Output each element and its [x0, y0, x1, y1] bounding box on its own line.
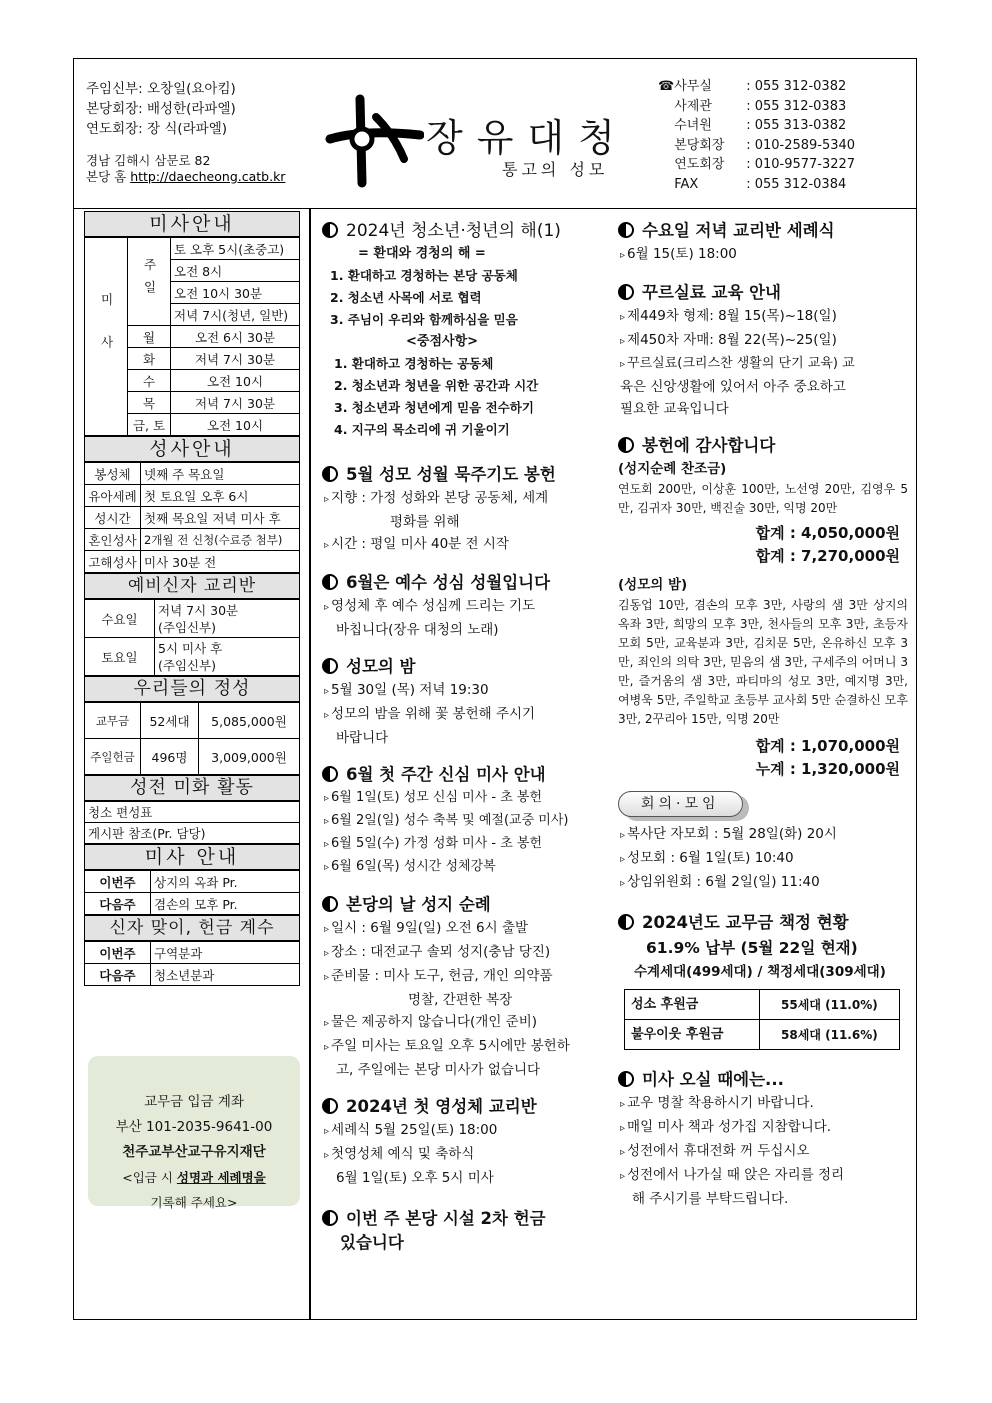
- list-item: ▹ 복사단 자모회 : 5월 28일(화) 20시: [620, 826, 837, 842]
- list-item: ▹ 성모의 밤을 위해 꽃 봉헌해 주시기: [324, 706, 536, 722]
- contact-row: 수녀원 : 055 313-0382: [674, 118, 847, 134]
- list-item: ▹ 성전에서 나가실 때 앉은 자리를 정리: [620, 1167, 845, 1183]
- offering-table: 교무금 52세대 5,085,000원 주일헌금 496명 3,009,000원: [84, 702, 300, 775]
- section-heading: 봉헌에 감사합니다: [618, 434, 908, 458]
- bulletin-header: [74, 59, 916, 209]
- half-circle-icon: [322, 1210, 338, 1226]
- table-row: 불우이웃 후원금 58세대 (11.6%): [625, 1020, 900, 1050]
- donation-list: 김동업 10만, 겸손의 모후 3만, 사랑의 샘 3만 상지의 옥좌 3만, 희망의 모후 3만, 천사들의 모후 3만, 초등자모회 5만, 교육분과 3만, 김치문 5만, 온유하신 모후 3만, 죄인의 의탁 3만, 믿음의 샘 3만, 구세주의 어머니 3만, 즐거움의 샘 3만, 파티마의 성모 3만, 예지명 3만, 여병욱 5만, 주일학교 초등부 교사회 5만 순결하신 모후 3만, 2꾸리아 15만, 익명 20만: [618, 598, 908, 726]
- mass-guide-table: 이번주 상지의 옥좌 Pr. 다음주 겸손의 모후 Pr.: [84, 870, 300, 915]
- donation-sum: 합계 : 1,070,000원: [755, 737, 900, 755]
- list-item: ▹ 5월 30일 (목) 저녁 19:30: [324, 682, 489, 698]
- half-circle-icon: [618, 284, 634, 300]
- donation-cumulative: 누계 : 1,320,000원: [755, 760, 900, 778]
- section-heading: 성모의 밤: [322, 655, 617, 679]
- contact-row: ☎ 사무실 : 055 312-0382: [658, 77, 855, 97]
- main-column-2: 수요일 저녁 교리반 세례식 ▹ 6월 15(토) 18:00 꾸르실료 교육 안내 ▹ 제449차 형제: 8월 15(목)~18(일) ▹ 제450차 자매: 8월 22(목)~25(일) ▹ 꾸르실료(크리스찬 생활의 단기 교육) 교 육은 신앙생활에 있어서 아주 중요하고 필요한 교육입니다 봉헌에 감사합니다 (성지순례 찬조금) 연도회 200만, 이상훈 100만, 노선영 20만, 김영우 5만, 김귀자 30만, 백진술 30만, 익명 20만 합계 : 4,050,000원 합계 : 7,270,000원 (성모의 밤) 김동업 10만, 겸손의 모후 3만, 사랑의 샘 3만 상지의 옥좌 3만, 희망의 모후 3만, 천사들의 모후 3만, 초등자모회 5만, 교육분과 3만, 김치문 5만, 온유하신 모후 3만, 죄인의 의탁 3만, 믿음의 샘 3만, 구세주의 어머니 3만, 즐거움의 샘 3만, 파티마의 성모 3만, 예지명 3만, 여병욱 5만, 주일학교 초등부 교사회 5만 순결하신 모후 3만, 2꾸리아 15만, 익명 20만 합계 : 1,070,000원 누계 : 1,320,000원 회의·모임 ▹ 복사단 자모회 : 5월 28일(화) 20시 ▹ 성모회 : 6월 1일(토) 10:40 ▹ 상임위원회 : 6월 2일(일) 11:40 2024년도 교무금 책정 현황 61.9% 납부 (5월 22일 현재) 수계세대(499세대) / 책정세대(309세대) 성소 후원금 55세대 (11.0%) 불우이웃 후원금 58세대 (11.6%) 미사 오실 때에는... ▹ 교우 명찰 착용하시기 바랍니다. ▹ 매일 미사 책과 성가집 지참합니다. ▹ 성전에서 휴대전화 꺼 두십시오 ▹ 성전에서 나가실 때 앉은 자리를 정리 해 주시기를 부탁드립니다.: [618, 221, 908, 1207]
- half-circle-icon: [322, 1098, 338, 1114]
- mass-schedule-title: 미사안내: [84, 211, 300, 237]
- list-item: ▹ 일시 : 6월 9일(일) 오전 6시 출발: [324, 920, 529, 936]
- church-name: 장유대청: [426, 116, 629, 160]
- bulletin-page: [73, 58, 917, 1320]
- address: 경남 김해시 삼문로 82: [86, 153, 211, 168]
- list-item: ▹ 6월 1일(토) 성모 신심 미사 - 초 봉헌: [324, 790, 543, 805]
- mass-schedule-table: 미사 주일 토 오후 5시(초중고) 오전 8시 오전 10시 30분 저녁 7시(청년, 일반) 월 오전 6시 30분 화 저녁 7시 30분 수 오전 10시 목 저녁 7시 30분 금, 토 오전 10시: [84, 237, 300, 436]
- welcome-title: 신자 맞이, 헌금 계수: [84, 915, 300, 941]
- donation-list: 연도회 200만, 이상훈 100만, 노선영 20만, 김영우 5만, 김귀자 30만, 백진술 30만, 익명 20만: [618, 482, 908, 515]
- donation-sum: 합계 : 4,050,000원: [755, 524, 900, 542]
- half-circle-icon: [322, 222, 338, 238]
- list-item: ▹ 첫영성체 예식 및 축하식: [324, 1146, 475, 1162]
- account-note: <입금 시 성명과 세례명을: [122, 1170, 266, 1185]
- section-heading: 본당의 날 성지 순례: [322, 893, 617, 917]
- list-item: ▹ 6월 15(토) 18:00: [620, 246, 737, 262]
- half-circle-icon: [322, 574, 338, 590]
- parish-president-line: 본당회장: 배성한(라파엘): [86, 101, 236, 117]
- section-heading: 미사 오실 때에는...: [618, 1068, 908, 1092]
- section-heading: 6월 첫 주간 신심 미사 안내: [322, 763, 617, 787]
- half-circle-icon: [322, 896, 338, 912]
- catechumen-table: 수요일 저녁 7시 30분 (주임신부) 토요일 5시 미사 후 (주임신부): [84, 599, 300, 676]
- half-circle-icon: [322, 766, 338, 782]
- list-item: ▹ 준비물 : 미사 도구, 헌금, 개인 의약품: [324, 968, 553, 984]
- account-number: 부산 101-2035-9641-00: [115, 1119, 273, 1135]
- list-item: ▹ 교우 명찰 착용하시기 바랍니다.: [620, 1095, 814, 1111]
- list-item: ▹ 제449차 형제: 8월 15(목)~18(일): [620, 308, 837, 324]
- column-divider: [309, 209, 311, 1319]
- section-heading: 5월 성모 성월 묵주기도 봉헌: [322, 463, 617, 487]
- left-sidebar: [84, 211, 300, 986]
- list-item: ▹ 영성체 후 예수 성심께 드리는 기도: [324, 598, 536, 614]
- donation-subtitle: (성모의 밤): [618, 577, 688, 593]
- clergy-info: [86, 79, 285, 185]
- half-circle-icon: [618, 437, 634, 453]
- contact-row: 본당회장 : 010-2589-5340: [674, 137, 856, 153]
- list-item: ▹ 6월 5일(수) 가정 성화 미사 - 초 봉헌: [324, 836, 543, 851]
- account-holder: 천주교부산교구유지재단: [122, 1144, 266, 1160]
- table-row: 성소 후원금 55세대 (11.0%): [625, 990, 900, 1020]
- address-block: [86, 153, 285, 185]
- list-item: ▹ 지향 : 가정 성화와 본당 공동체, 세계: [324, 490, 549, 506]
- sacrament-title: 성사안내: [84, 436, 300, 462]
- sunday-label: 주일: [128, 238, 171, 326]
- beautify-title: 성전 미화 활동: [84, 775, 300, 801]
- list-item: ▹ 상임위원회 : 6월 2일(일) 11:40: [620, 874, 820, 890]
- mass-guide-title: 미사 안내: [84, 844, 300, 870]
- list-item: ▹ 세례식 5월 25일(토) 18:00: [324, 1122, 498, 1138]
- homepage-label: 본당 홈: [86, 169, 127, 184]
- section-heading: 2024년 첫 영성체 교리반: [322, 1095, 617, 1119]
- homepage-link[interactable]: http://daecheong.catb.kr: [130, 169, 286, 184]
- list-item: ▹ 꾸르실료(크리스찬 생활의 단기 교육) 교: [620, 356, 855, 371]
- section-heading: 이번 주 본당 시설 2차 헌금: [322, 1207, 617, 1231]
- offering-title: 우리들의 정성: [84, 676, 300, 702]
- contact-row: 연도회장 : 010-9577-3227: [674, 157, 856, 173]
- list-item: ▹ 6월 2일(일) 성수 축복 및 예절(교중 미사): [324, 813, 569, 828]
- list-item: ▹ 장소 : 대전교구 솔뫼 성지(충남 당진): [324, 944, 551, 960]
- meetings-pill: 회의·모임: [618, 791, 743, 817]
- yeondo-president-line: 연도회장: 장 식(라파엘): [86, 121, 228, 137]
- account-note-2: 기록해 주세요>: [150, 1195, 238, 1210]
- list-item: ▹ 주일 미사는 토요일 오후 5시에만 봉헌하: [324, 1038, 570, 1054]
- cross-logo-icon: [324, 89, 424, 189]
- list-item: ▹ 성전에서 휴대전화 꺼 두십시오: [620, 1143, 810, 1159]
- list-item: ▹ 제450차 자매: 8월 22(목)~25(일): [620, 332, 837, 348]
- account-title: 교무금 입금 계좌: [144, 1094, 244, 1110]
- list-item: ▹ 성모회 : 6월 1일(토) 10:40: [620, 850, 794, 866]
- half-circle-icon: [322, 658, 338, 674]
- donation-total: 합계 : 7,270,000원: [755, 547, 900, 565]
- contact-row: FAX : 055 312-0384: [674, 176, 847, 192]
- half-circle-icon: [618, 222, 634, 238]
- section-heading: 수요일 저녁 교리반 세례식: [618, 219, 908, 243]
- welcome-table: 이번주 구역분과 다음주 청소년분과: [84, 941, 300, 986]
- donation-subtitle: (성지순례 찬조금): [618, 461, 727, 477]
- phone-icon: ☎: [658, 79, 675, 94]
- half-circle-icon: [322, 466, 338, 482]
- list-item: ▹ 시간 : 평일 미사 40분 전 시작: [324, 536, 509, 552]
- beautify-table: 청소 편성표 게시판 참조(Pr. 담당): [84, 801, 300, 844]
- church-logo: [324, 89, 654, 189]
- main-column-1: 2024년 청소년·청년의 해(1) = 환대와 경청의 해 = 1. 환대하고 경청하는 본당 공동체 2. 청소년 사목에 서로 협력 3. 주님이 우리와 함께하심을 믿음 <중점사항> 1. 환대하고 경청하는 공동체 2. 청소년과 청년을 위한 공간과 시간 3. 청소년과 청년에게 믿음 전수하기 4. 지구의 목소리에 귀 기울이기 5월 성모 성월 묵주기도 봉헌 ▹ 지향 : 가정 성화와 본당 공동체, 세계 평화를 위해 ▹ 시간 : 평일 미사 40분 전 시작 6월은 예수 성심 성월입니다 ▹ 영성체 후 예수 성심께 드리는 기도 바칩니다(장유 대청의 노래) 성모의 밤 ▹ 5월 30일 (목) 저녁 19:30 ▹ 성모의 밤을 위해 꽃 봉헌해 주시기 바랍니다 6월 첫 주간 신심 미사 안내 ▹ 6월 1일(토) 성모 신심 미사 - 초 봉헌 ▹ 6월 2일(일) 성수 축복 및 예절(교중 미사) ▹ 6월 5일(수) 가정 성화 미사 - 초 봉헌 ▹ 6월 6일(목) 성시간 성체강복 본당의 날 성지 순례 ▹ 일시 : 6월 9일(일) 오전 6시 출발 ▹ 장소 : 대전교구 솔뫼 성지(충남 당진) ▹ 준비물 : 미사 도구, 헌금, 개인 의약품 명찰, 간편한 복장 ▹ 물은 제공하지 않습니다(개인 준비) ▹ 주일 미사는 토요일 오후 5시에만 봉헌하 고, 주일에는 본당 미사가 없습니다 2024년 첫 영성체 교리반 ▹ 세례식 5월 25일(토) 18:00 ▹ 첫영성체 예식 및 축하식 6월 1일(토) 오후 5시 미사 이번 주 본당 시설 2차 헌금 있습니다: [322, 219, 617, 1255]
- donation-account-box: [88, 1056, 300, 1210]
- contact-list: [658, 77, 855, 195]
- mass-label: 미사: [85, 238, 128, 436]
- half-circle-icon: [618, 1071, 634, 1087]
- church-subtitle: 통고의 성모: [502, 160, 609, 179]
- pledge-rate: 61.9% 납부 (5월 22일 현재): [646, 939, 858, 957]
- support-table: [624, 989, 900, 1050]
- catechumen-title: 예비신자 교리반: [84, 573, 300, 599]
- half-circle-icon: [618, 914, 634, 930]
- section-heading: 2024년도 교무금 책정 현황: [618, 911, 908, 935]
- list-item: ▹ 매일 미사 책과 성가집 지참합니다.: [620, 1119, 832, 1135]
- section-heading: 꾸르실료 교육 안내: [618, 281, 908, 305]
- list-item: ▹ 6월 6일(목) 성시간 성체강복: [324, 859, 496, 874]
- section-heading: 6월은 예수 성심 성월입니다: [322, 571, 617, 595]
- list-item: ▹ 물은 제공하지 않습니다(개인 준비): [324, 1014, 538, 1030]
- section-heading: 2024년 청소년·청년의 해(1): [322, 219, 617, 243]
- pledge-households: 수계세대(499세대) / 책정세대(309세대): [634, 964, 886, 980]
- pastor-line: 주임신부: 오창일(요아킴): [86, 81, 236, 97]
- contact-row: 사제관 : 055 312-0383: [674, 98, 847, 114]
- sacrament-table: 봉성체 넷째 주 목요일 유아세례 첫 토요일 오후 6시 성시간 첫째 목요일 저녁 미사 후 혼인성사 2개월 전 신청(수료증 첨부) 고해성사 미사 30분 전: [84, 462, 300, 573]
